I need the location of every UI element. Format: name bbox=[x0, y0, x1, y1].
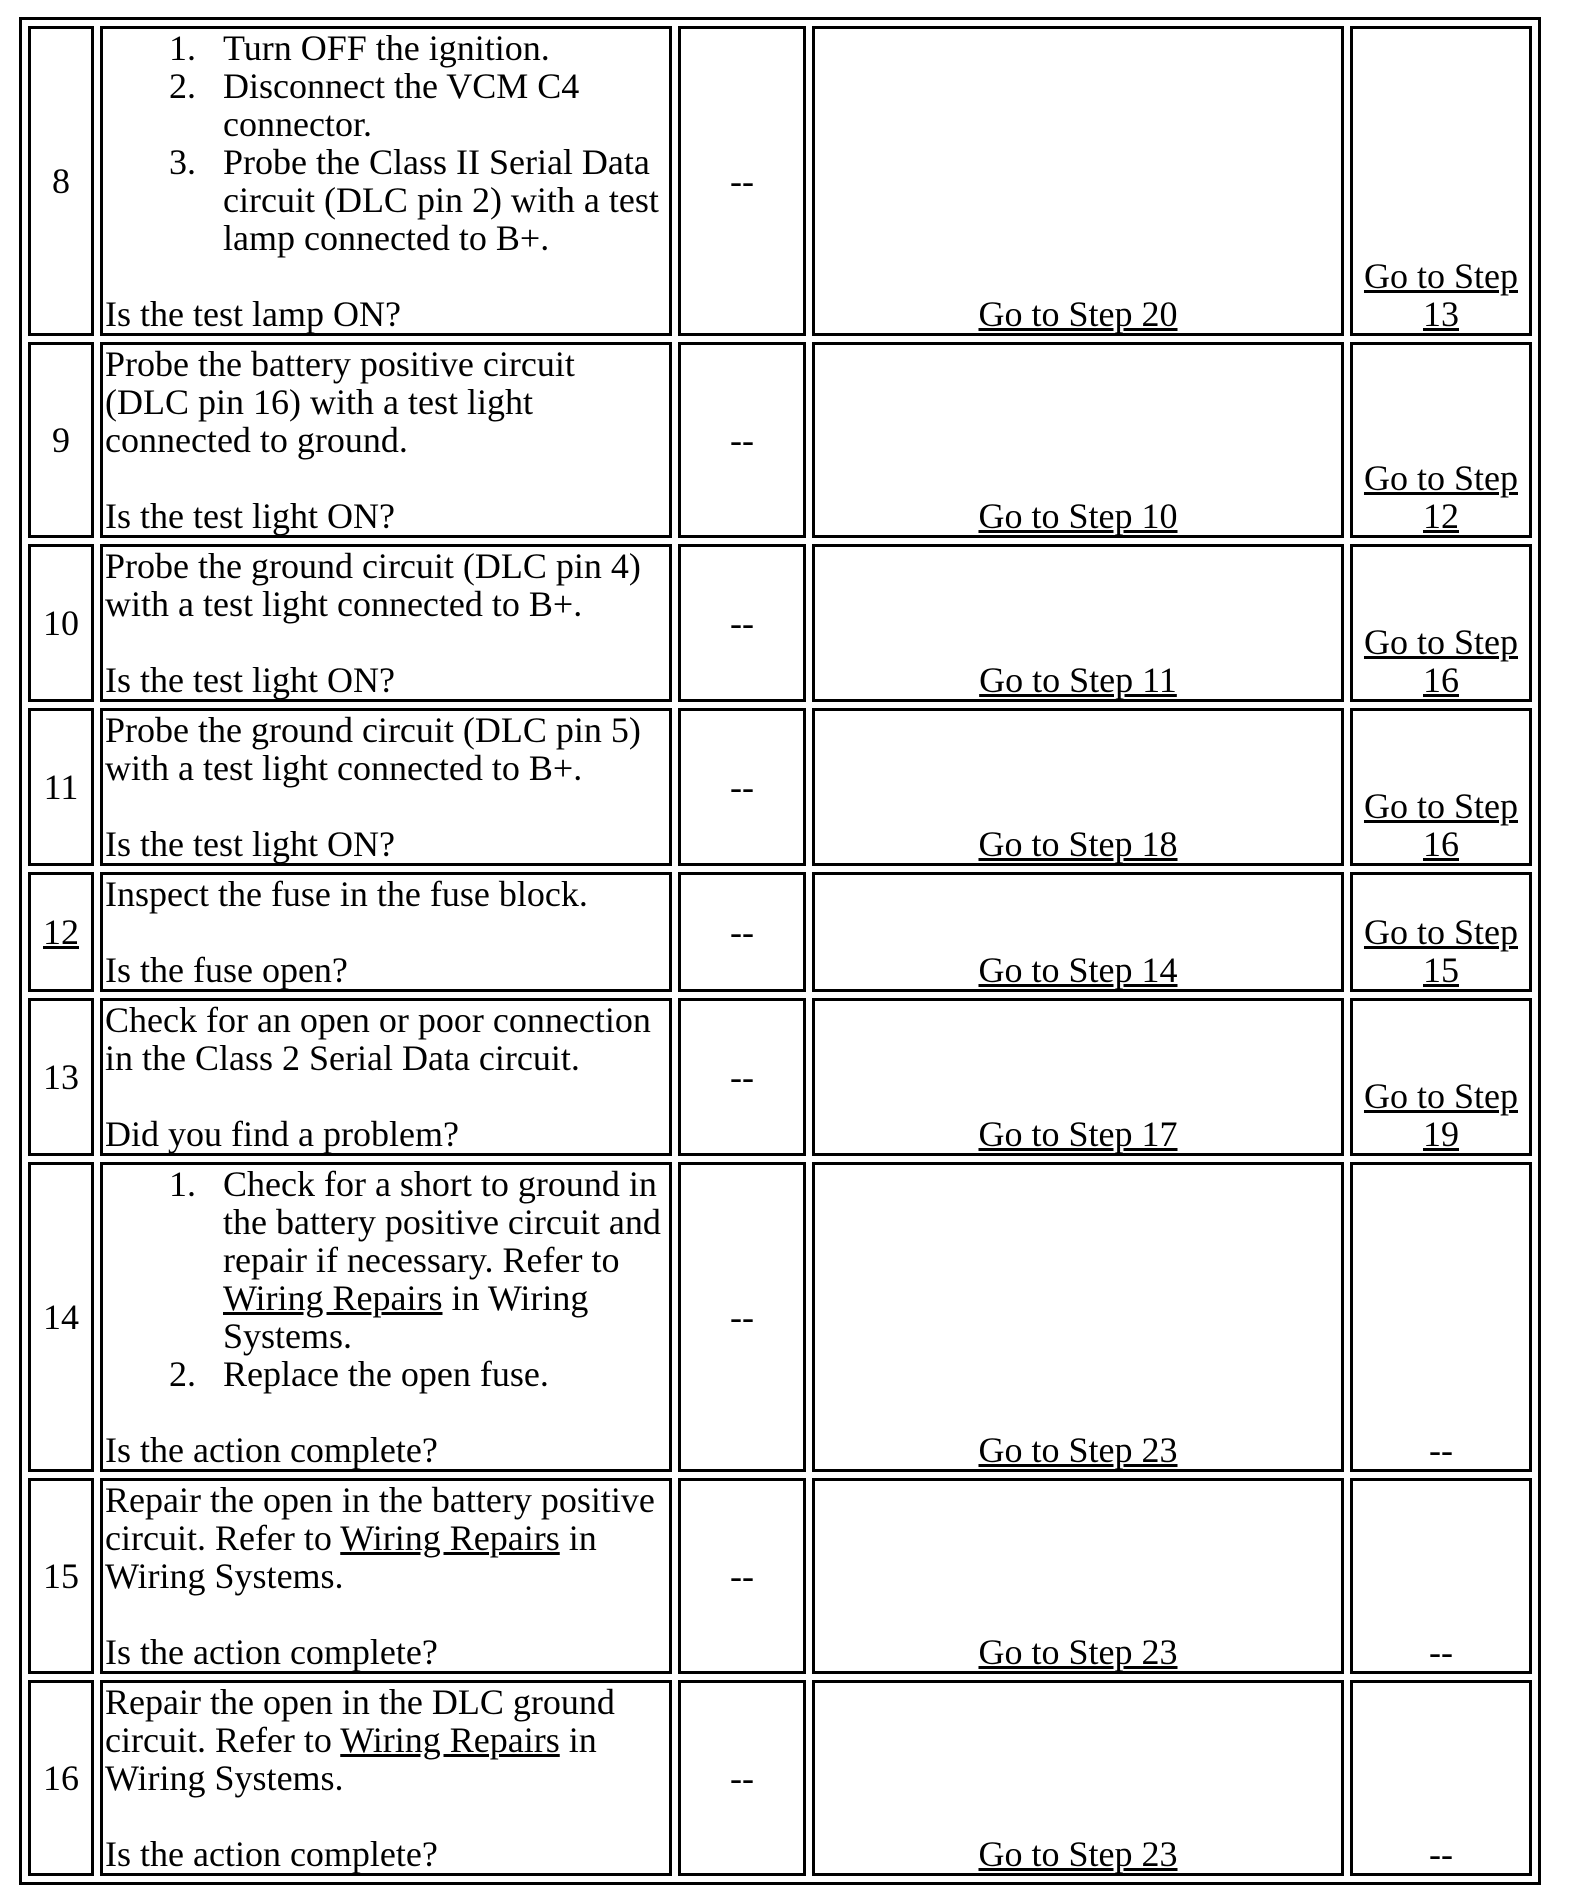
value-cell: -- bbox=[678, 872, 806, 992]
action-text: Inspect the fuse in the fuse block. bbox=[105, 874, 588, 914]
value-cell: -- bbox=[678, 998, 806, 1156]
step-link[interactable]: 12 bbox=[43, 912, 79, 952]
action-cell bbox=[100, 872, 672, 992]
action-steps-list bbox=[105, 29, 667, 257]
list-item: 3. Probe the Class II Serial Data circuit (DLC pin 2) with a test lamp connected to B+. bbox=[205, 143, 667, 257]
yes-cell bbox=[812, 1478, 1344, 1674]
go-to-step-link[interactable]: Go to Step 16 bbox=[1363, 622, 1518, 700]
action-text: Check for an open or poor connection in the Class 2 Serial Data circuit. bbox=[105, 1000, 651, 1078]
action-text-part: Repair the open in the battery positive circuit. Refer to bbox=[105, 1480, 655, 1558]
value-cell: -- bbox=[678, 342, 806, 538]
no-cell: -- bbox=[1350, 1162, 1532, 1472]
question-text: Is the action complete? bbox=[105, 1834, 438, 1874]
no-cell bbox=[1350, 26, 1532, 336]
go-to-step-link[interactable]: Go to Step 23 bbox=[978, 1632, 1178, 1672]
go-to-step-link[interactable]: Go to Step 19 bbox=[1363, 1076, 1518, 1154]
question-text: Is the test lamp ON? bbox=[105, 294, 401, 334]
go-to-step-link[interactable]: Go to Step 23 bbox=[978, 1834, 1178, 1874]
step-number: 16 bbox=[28, 1680, 94, 1876]
go-to-step-link[interactable]: Go to Step 16 bbox=[1363, 786, 1518, 864]
action-cell bbox=[100, 998, 672, 1156]
yes-cell bbox=[812, 342, 1344, 538]
go-to-step-link[interactable]: Go to Step 12 bbox=[1363, 458, 1518, 536]
no-cell bbox=[1350, 544, 1532, 702]
no-cell: -- bbox=[1350, 1680, 1532, 1876]
yes-cell bbox=[812, 1162, 1344, 1472]
question-text: Is the test light ON? bbox=[105, 824, 395, 864]
go-to-step-link[interactable]: Go to Step 13 bbox=[1363, 256, 1518, 334]
go-to-step-link[interactable]: Go to Step 18 bbox=[978, 824, 1178, 864]
table-row bbox=[28, 342, 1532, 538]
step-number: 13 bbox=[28, 998, 94, 1156]
list-item: 2. Disconnect the VCM C4 connector. bbox=[205, 67, 667, 143]
wiring-repairs-link[interactable]: Wiring Repairs bbox=[340, 1720, 560, 1760]
value-cell: -- bbox=[678, 544, 806, 702]
value-cell: -- bbox=[678, 708, 806, 866]
table-row bbox=[28, 544, 1532, 702]
action-cell bbox=[100, 544, 672, 702]
step-text: in Wiring Systems. bbox=[223, 1278, 589, 1356]
no-cell bbox=[1350, 872, 1532, 992]
step-number: 8 bbox=[28, 26, 94, 336]
question-text: Is the action complete? bbox=[105, 1430, 438, 1470]
no-cell bbox=[1350, 708, 1532, 866]
question-text: Is the action complete? bbox=[105, 1632, 438, 1672]
step-number: 9 bbox=[28, 342, 94, 538]
table-row bbox=[28, 708, 1532, 866]
step-number: 11 bbox=[28, 708, 94, 866]
list-item bbox=[205, 1165, 667, 1355]
action-text-part: in Wiring Systems. bbox=[105, 1720, 597, 1798]
diagnostic-table bbox=[19, 17, 1541, 1885]
action-cell bbox=[100, 708, 672, 866]
wiring-repairs-link[interactable]: Wiring Repairs bbox=[340, 1518, 560, 1558]
yes-cell bbox=[812, 26, 1344, 336]
go-to-step-link[interactable]: Go to Step 10 bbox=[978, 496, 1178, 536]
action-text-part: Repair the open in the DLC ground circuit. Refer to bbox=[105, 1682, 615, 1760]
step-number bbox=[28, 872, 94, 992]
question-text: Is the test light ON? bbox=[105, 660, 395, 700]
question-text: Is the fuse open? bbox=[105, 950, 348, 990]
go-to-step-link[interactable]: Go to Step 15 bbox=[1363, 912, 1518, 990]
step-text: Check for a short to ground in the battery positive circuit and repair if necessary. Refer to bbox=[223, 1164, 661, 1280]
action-text-part: in Wiring Systems. bbox=[105, 1518, 597, 1596]
action-text bbox=[105, 1481, 667, 1595]
action-steps-list bbox=[105, 1165, 667, 1393]
action-text bbox=[105, 1683, 667, 1797]
value-cell: -- bbox=[678, 26, 806, 336]
action-text: Probe the ground circuit (DLC pin 5) with a test light connected to B+. bbox=[105, 710, 641, 788]
step-number: 10 bbox=[28, 544, 94, 702]
go-to-step-link[interactable]: Go to Step 14 bbox=[978, 950, 1178, 990]
yes-cell bbox=[812, 998, 1344, 1156]
go-to-step-link[interactable]: Go to Step 11 bbox=[979, 660, 1177, 700]
no-cell: -- bbox=[1350, 1478, 1532, 1674]
action-text: Probe the battery positive circuit (DLC pin 16) with a test light connected to ground. bbox=[105, 344, 575, 460]
yes-cell bbox=[812, 872, 1344, 992]
go-to-step-link[interactable]: Go to Step 23 bbox=[978, 1430, 1178, 1470]
step-number: 14 bbox=[28, 1162, 94, 1472]
wiring-repairs-link[interactable]: Wiring Repairs bbox=[223, 1278, 443, 1318]
action-cell bbox=[100, 26, 672, 336]
list-item: 2. Replace the open fuse. bbox=[205, 1355, 667, 1393]
no-cell bbox=[1350, 998, 1532, 1156]
yes-cell bbox=[812, 708, 1344, 866]
action-cell bbox=[100, 1478, 672, 1674]
no-cell bbox=[1350, 342, 1532, 538]
table-row bbox=[28, 1680, 1532, 1876]
table-row bbox=[28, 26, 1532, 336]
list-item: 1. Turn OFF the ignition. bbox=[205, 29, 667, 67]
value-cell: -- bbox=[678, 1680, 806, 1876]
table-row bbox=[28, 1162, 1532, 1472]
value-cell: -- bbox=[678, 1162, 806, 1472]
question-text: Is the test light ON? bbox=[105, 496, 395, 536]
value-cell: -- bbox=[678, 1478, 806, 1674]
question-text: Did you find a problem? bbox=[105, 1114, 459, 1154]
action-text: Probe the ground circuit (DLC pin 4) with a test light connected to B+. bbox=[105, 546, 641, 624]
yes-cell bbox=[812, 544, 1344, 702]
table-row bbox=[28, 872, 1532, 992]
go-to-step-link[interactable]: Go to Step 20 bbox=[978, 294, 1178, 334]
action-cell bbox=[100, 1680, 672, 1876]
step-number: 15 bbox=[28, 1478, 94, 1674]
table-row bbox=[28, 998, 1532, 1156]
action-cell bbox=[100, 1162, 672, 1472]
go-to-step-link[interactable]: Go to Step 17 bbox=[978, 1114, 1178, 1154]
table-row bbox=[28, 1478, 1532, 1674]
action-cell bbox=[100, 342, 672, 538]
yes-cell bbox=[812, 1680, 1344, 1876]
